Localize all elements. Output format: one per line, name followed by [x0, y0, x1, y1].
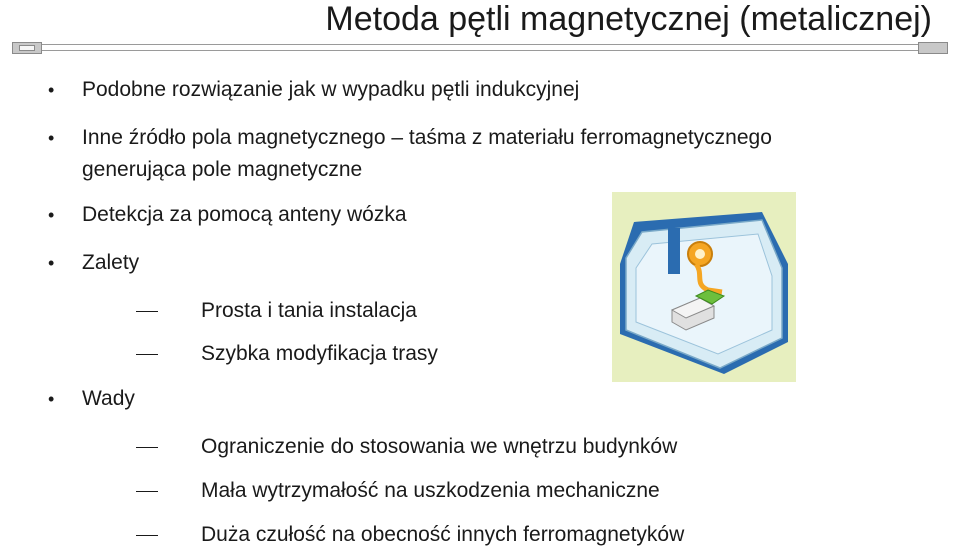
sub-dash	[136, 311, 158, 312]
slide-title: Metoda pętli magnetycznej (metalicznej)	[325, 0, 932, 38]
bullet-marker: •	[48, 80, 55, 100]
bullet-text-line-1: Inne źródło pola magnetycznego – taśma z materiału ferromagnetycznego	[82, 126, 772, 149]
bullet-marker: •	[48, 389, 55, 409]
sub-item-disadvantage-1: Ograniczenie do stosowania we wnętrzu budynków	[201, 435, 678, 458]
tape-coil-hole	[695, 249, 705, 259]
bullet-text: Detekcja za pomocą anteny wózka	[82, 203, 407, 226]
bullet-marker: •	[48, 205, 55, 225]
sub-item-disadvantage-2: Mała wytrzymałość na uszkodzenia mechaniczne	[201, 479, 660, 502]
bullet-text: Wady	[82, 387, 135, 410]
sub-dash	[136, 354, 158, 355]
sub-item-advantage-1: Prosta i tania instalacja	[201, 299, 417, 322]
divider-cap-right	[918, 42, 948, 54]
bullet-text: Zalety	[82, 251, 140, 274]
divider-line-top	[12, 44, 948, 45]
sub-item-advantage-2: Szybka modyfikacja trasy	[201, 342, 438, 365]
doorway	[668, 228, 680, 274]
magnetic-tape-room-illustration	[612, 192, 796, 382]
bullet-marker: •	[48, 128, 55, 148]
bullet-text-line-2: generująca pole magnetyczne	[82, 158, 363, 181]
sub-dash	[136, 491, 158, 492]
sub-item-disadvantage-3: Duża czułość na obecność innych ferromagnetyków	[201, 523, 685, 546]
sub-dash	[136, 535, 158, 536]
divider-cap-left	[12, 42, 42, 54]
bullet-marker: •	[48, 253, 55, 273]
bullet-text: Podobne rozwiązanie jak w wypadku pętli indukcyjnej	[82, 78, 580, 101]
divider-line-bottom	[12, 50, 948, 51]
title-divider	[12, 44, 948, 52]
sub-dash	[136, 447, 158, 448]
